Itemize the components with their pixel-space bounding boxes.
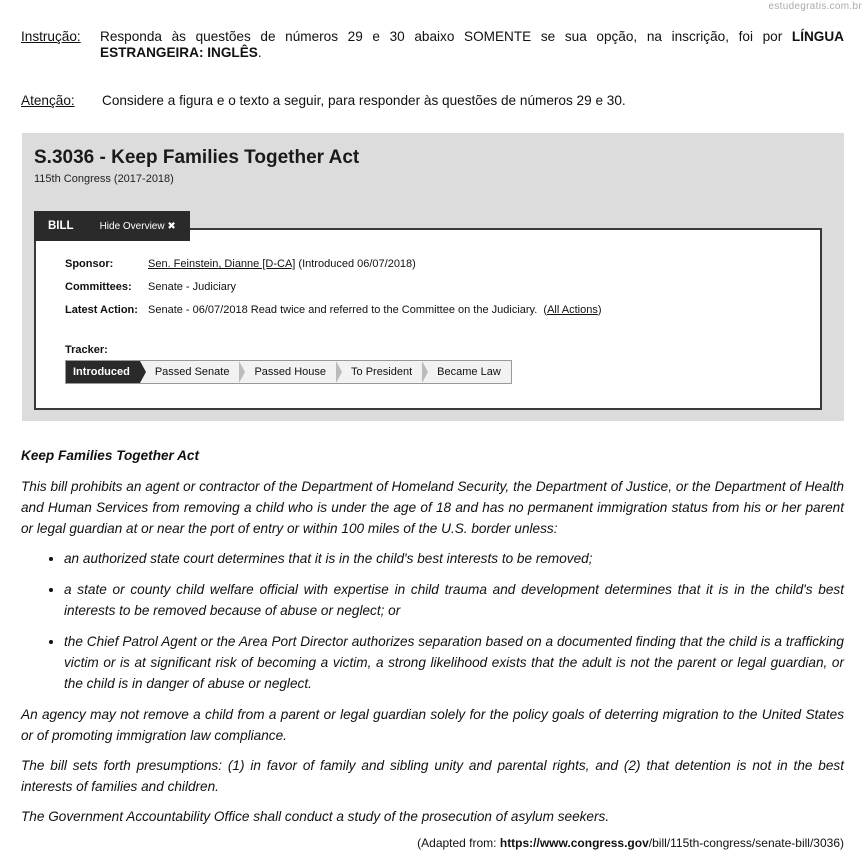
tracker-step-passed-house: Passed House	[239, 361, 336, 383]
tracker-step-became-law: Became Law	[437, 366, 501, 378]
congress-session: 115th Congress (2017-2018)	[34, 173, 174, 185]
list-item: • the Chief Patrol Agent or the Area Port Director authorizes separation based on a documented finding that the child is a trafficking victim or is at significant risk of becoming a victim, a strong likelihood exists that the adult is not the parent or legal guardian, or the child is in danger of abuse or neglect.	[64, 631, 844, 694]
tracker-label: Tracker:	[65, 344, 108, 356]
tracker	[65, 360, 512, 384]
article-para-4: The Government Accountability Office shall conduct a study of the prosecution of asylum seekers.	[21, 809, 610, 824]
article-text	[21, 445, 844, 836]
source-domain: https://www.congress.gov	[499, 836, 649, 850]
latest-action-label: Latest Action:	[65, 304, 138, 316]
article-title: Keep Families Together Act	[21, 448, 200, 463]
overview-card	[34, 228, 822, 410]
attention-block	[21, 93, 844, 108]
tracker-step-to-president: To President	[336, 361, 422, 383]
list-item: • a state or county child welfare official with expertise in child trauma and development determines that it is in the child's best interests to be removed because of abuse or neglect; or	[64, 579, 844, 621]
committees-label: Committees:	[65, 281, 132, 293]
sponsor-label: Sponsor:	[65, 258, 114, 270]
sponsor-link[interactable]: Sen. Feinstein, Dianne [D-CA]	[148, 258, 296, 270]
article-para-2: An agency may not remove a child from a parent or legal guardian solely for the policy goals of deterring migration to the United States or of promoting immigration law compliance.	[21, 707, 844, 743]
tracker-step-introduced: Introduced	[66, 361, 140, 383]
attention-text: Considere a figura e o texto a seguir, para responder às questões de números 29 e 30.	[102, 93, 626, 108]
overview-tabbar	[34, 211, 190, 241]
article-para-3: The bill sets forth presumptions: (1) in favor of family and sibling unity and parental rights, and (2) that detention is not in the best interests of families and children.	[21, 758, 844, 794]
committees-value: Senate - Judiciary	[148, 281, 237, 293]
tracker-step-passed-senate: Passed Senate	[140, 361, 240, 383]
article-intro: This bill prohibits an agent or contractor of the Department of Homeland Security, the Department of Justice, or the Department of Health and Human Services from removing a child who is under the age of 18 and has no permanent immigration status from his or her parent or legal guardian at or near the port of entry or within 100 miles of the U.S. border unless:	[21, 479, 844, 536]
instruction-block	[21, 29, 844, 61]
tab-bill[interactable]: BILL	[48, 220, 74, 232]
conditions-list	[21, 548, 844, 694]
watermark: estudegratis.com.br	[768, 1, 862, 12]
attention-label: Atenção:	[21, 93, 75, 108]
latest-action-value: Senate - 06/07/2018 Read twice and referred to the Committee on the Judiciary. (All Actions)	[148, 304, 602, 316]
sponsor-value: Sen. Feinstein, Dianne [D-CA] (Introduced 06/07/2018)	[148, 258, 416, 270]
congress-screenshot-figure	[22, 133, 844, 421]
instruction-label: Instrução:	[21, 29, 81, 44]
bill-title: S.3036 - Keep Families Together Act	[34, 147, 360, 168]
source-citation: (Adapted from: https://www.congress.gov/bill/115th-congress/senate-bill/3036)	[417, 836, 844, 850]
instruction-bold: LÍNGUA ESTRANGEIRA: INGLÊS	[100, 29, 844, 60]
list-item: • an authorized state court determines that it is in the child's best interests to be removed;	[64, 548, 844, 569]
hide-overview-button[interactable]: Hide Overview ✖	[99, 220, 176, 232]
instruction-text: Responda às questões de números 29 e 30 abaixo SOMENTE se sua opção, na inscrição, foi por LÍNGUA ESTRANGEIRA: INGLÊS.	[100, 29, 844, 60]
all-actions-link[interactable]: All Actions	[547, 304, 598, 316]
